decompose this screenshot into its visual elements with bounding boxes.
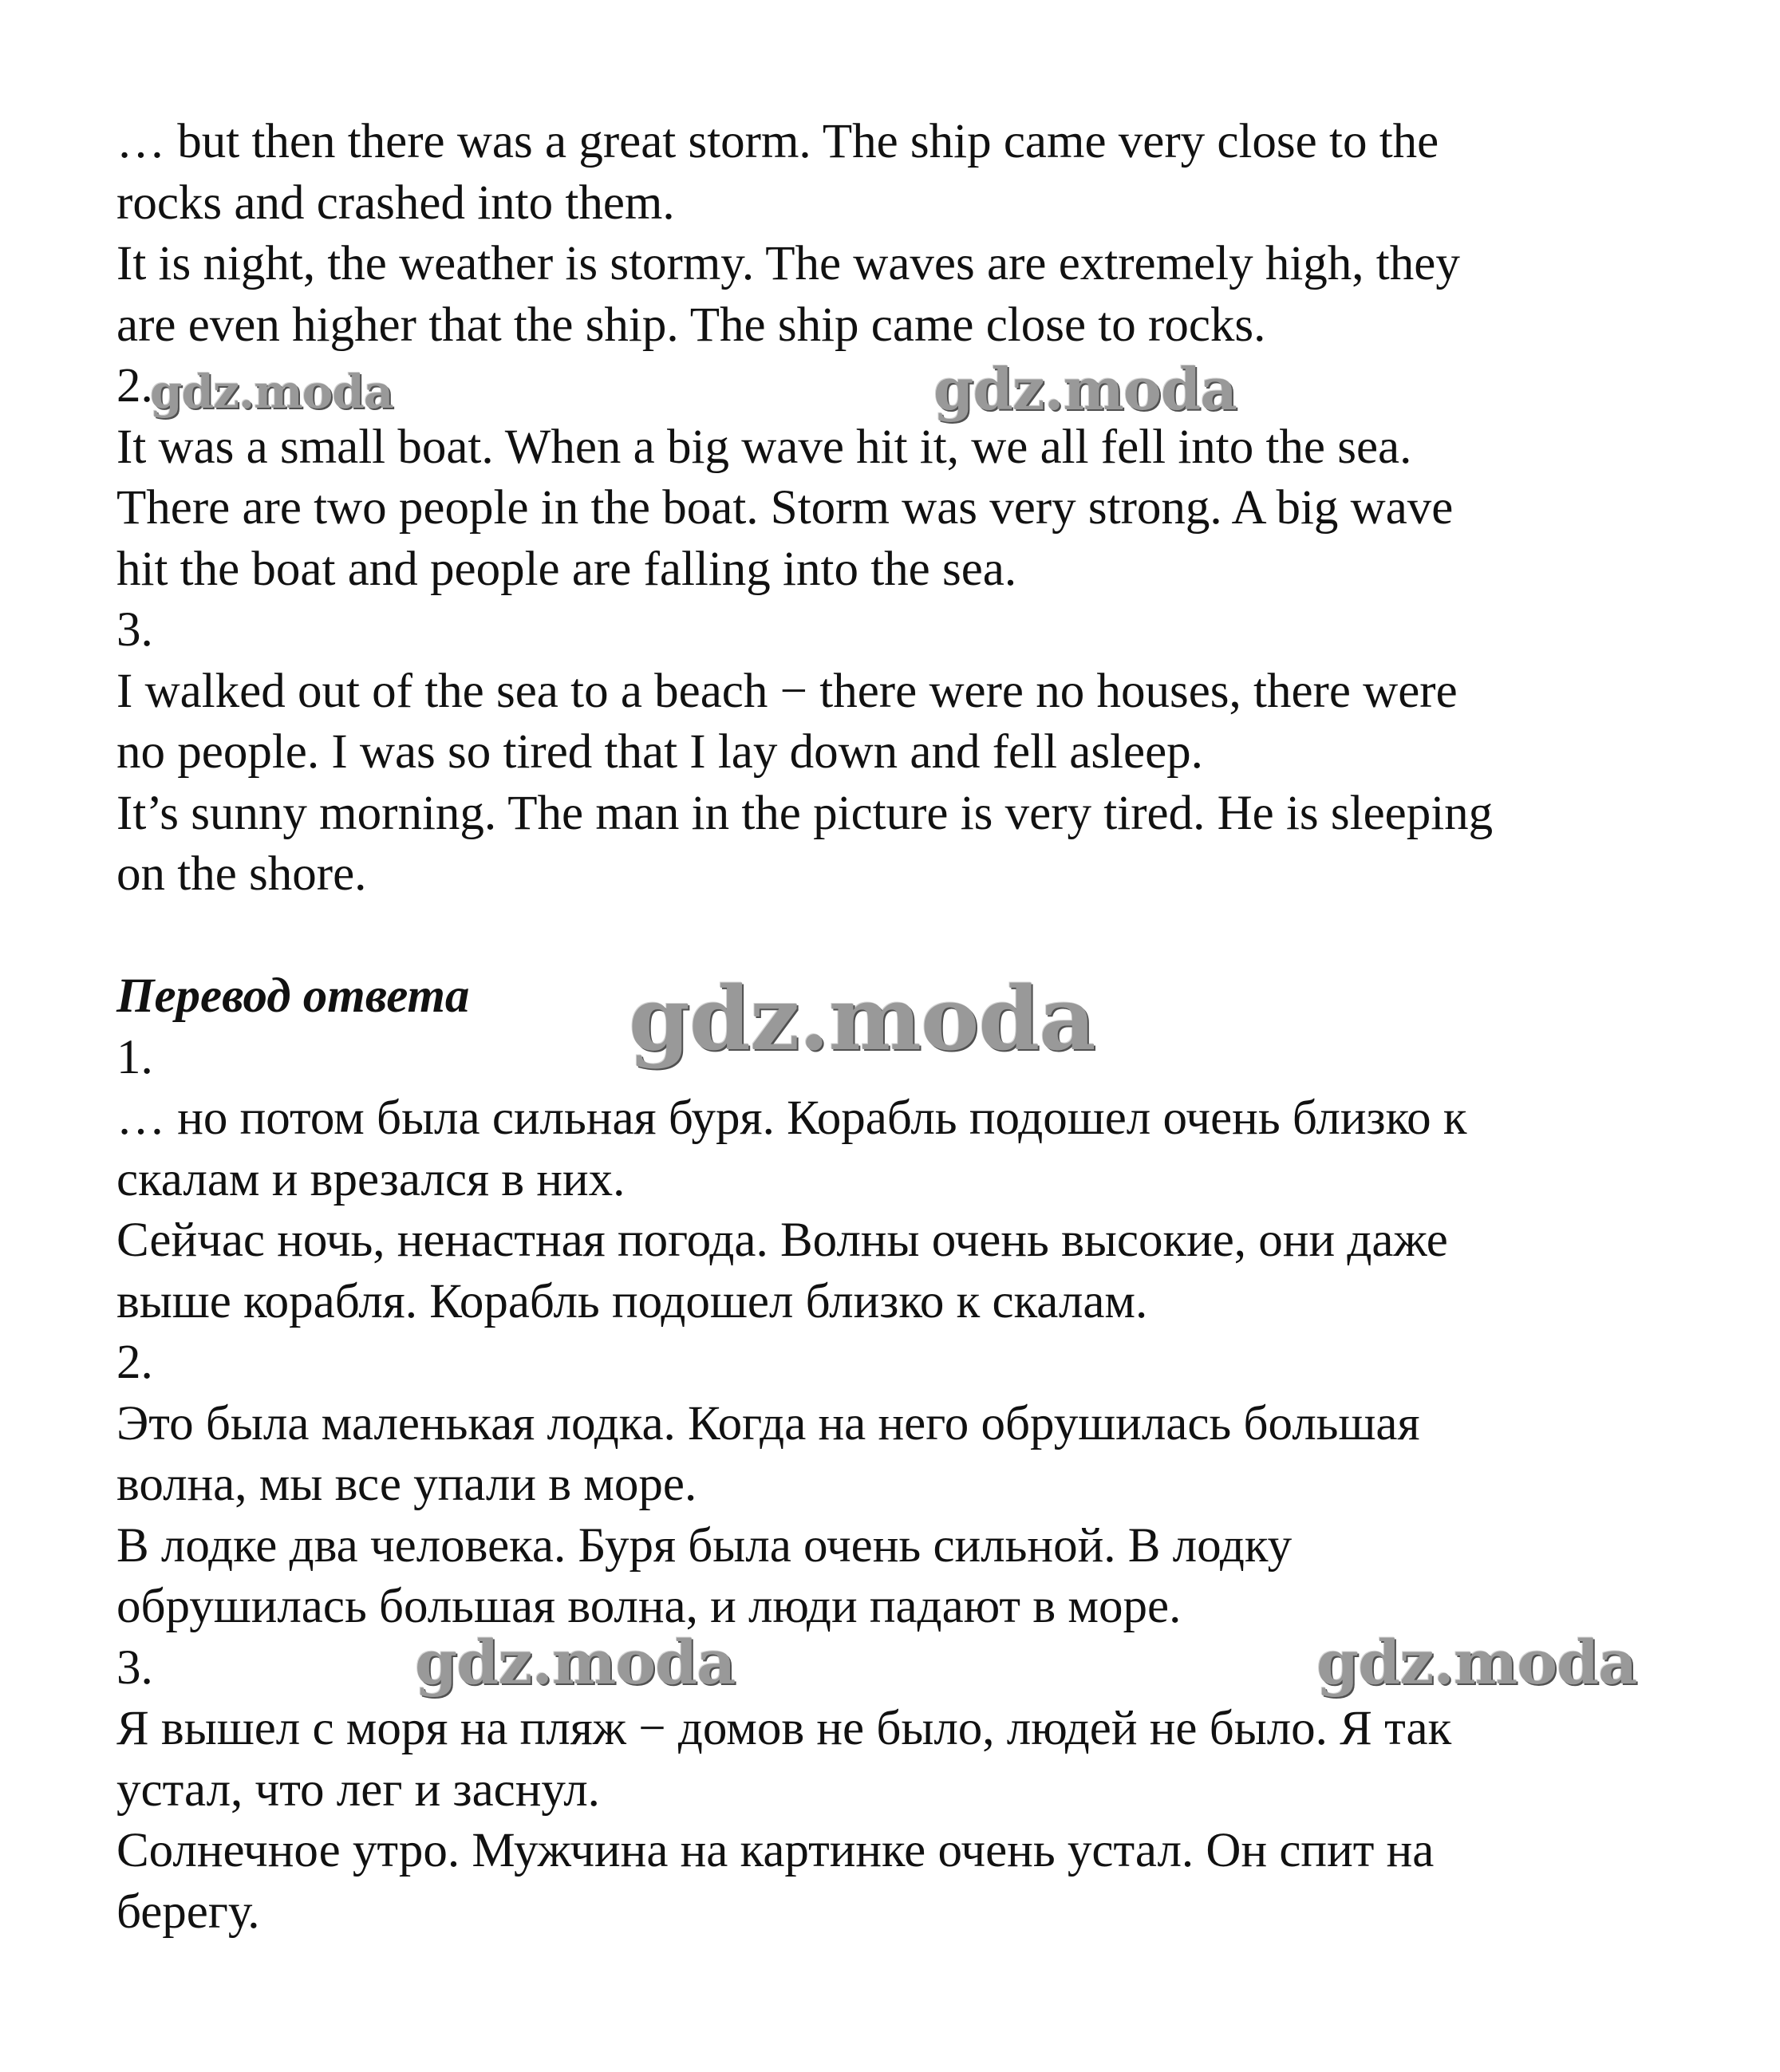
english-line: rocks and crashed into them. [116,176,675,230]
translation-line: выше корабля. Корабль подошел близко к скалам. [116,1274,1148,1328]
english-line: hit the boat and people are falling into the sea. [116,542,1017,596]
watermark: gdz.moda [629,967,1095,1070]
section-number: 1. [116,1030,153,1084]
translation-line: Я вышел с моря на пляж − домов не было, людей не было. Я так [116,1702,1452,1755]
translation-line: волна, мы все упали в море. [116,1458,697,1511]
translation-line: В лодке два человека. Буря была очень сильной. В лодку [116,1518,1293,1573]
watermark: gdz.moda [150,365,393,419]
english-line: There are two people in the boat. Storm was very strong. A big wave [116,481,1454,535]
english-line: no people. I was so tired that I lay down and fell asleep. [116,725,1203,779]
section-number: 3. [116,603,153,657]
watermark: gdz.moda [415,1627,736,1698]
translation-line: … но потом была сильная буря. Корабль подошел очень близко к [116,1091,1467,1145]
translation-line: скалам и врезался в них. [116,1152,626,1206]
english-line: It is night, the weather is stormy. The waves are extremely high, they [116,237,1460,290]
translation-line: обрушилась большая волна, и люди падают в море. [116,1580,1182,1633]
translation-line: Сейчас ночь, ненастная погода. Волны очень высокие, они даже [116,1214,1448,1267]
watermark: gdz.moda [1316,1627,1637,1698]
watermark: gdz.moda [933,355,1237,423]
translation-line: берегу. [116,1885,260,1939]
section-number: 2. [116,359,153,412]
english-line: It’s sunny morning. The man in the picture is very tired. He is sleeping [116,786,1494,840]
translation-line: Это была маленькая лодка. Когда на него обрушилась большая [116,1396,1420,1450]
section-number: 3. [116,1640,153,1695]
english-line: I walked out of the sea to a beach − there were no houses, there were [116,664,1458,718]
translation-line: Солнечное утро. Мужчина на картинке очень устал. Он спит на [116,1824,1435,1877]
translation-heading: Перевод ответа [116,969,470,1023]
section-number: 2. [116,1336,153,1389]
translation-line: устал, что лег и заснул. [116,1762,600,1817]
english-line: It was a small boat. When a big wave hit it, we all fell into the sea. [116,420,1412,474]
english-line: … but then there was a great storm. The ship came very close to the [116,115,1439,168]
paragraph-gap [116,906,1736,967]
english-line: on the shore. [116,847,367,901]
english-line: are even higher that the ship. The ship came close to rocks. [116,298,1266,352]
